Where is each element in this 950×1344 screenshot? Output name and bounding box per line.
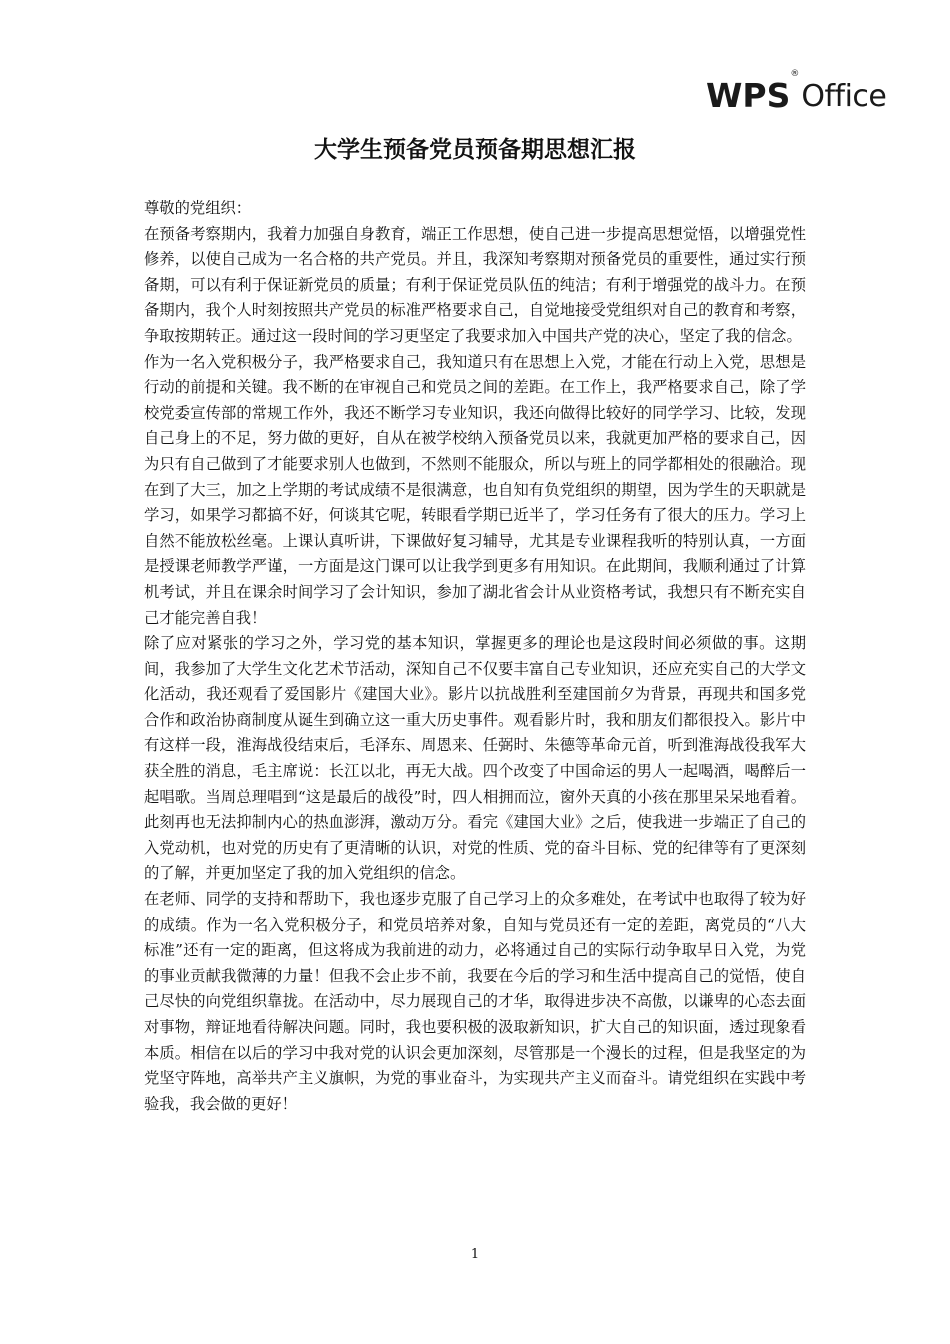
wps-office-logo bbox=[706, 68, 887, 115]
paragraph-3: 除了应对紧张的学习之外，学习党的基本知识，掌握更多的理论也是这段时间必须做的事。这期间，我参加了大学生文化艺术节活动，深知自己不仅要丰富自己专业知识，还应充实自己的大学文化活动，我还观看了爱国影片《建国大业》。影片以抗战胜利至建国前夕为背景，再现共和国多党合作和政治协商制度从诞生到确立这一重大历史事件。观看影片时，我和朋友们都很投入。影片中有这样一段，淮海战役结束后，毛泽东、周恩来、任弼时、朱德等革命元首，听到淮海战役我军大获全胜的消息，毛主席说：长江以北，再无大战。四个改变了中国命运的男人一起喝酒，喝醉后一起唱歌。当周总理唱到“这是最后的战役”时，四人相拥而泣，窗外天真的小孩在那里呆呆地看着。此刻再也无法抑制内心的热血澎湃，激动万分。看完《建国大业》之后，使我进一步端正了自己的入党动机，也对党的历史有了更清晰的认识，对党的性质、党的奋斗目标、党的纪律等有了更深刻的了解，并更加坚定了我的加入党组织的信念。 bbox=[144, 634, 806, 883]
page-number: 1 bbox=[470, 1247, 480, 1262]
logo-office-text: Office bbox=[801, 79, 887, 114]
paragraph-1: 在预备考察期内，我着力加强自身教育，端正工作思想，使自己进一步提高思想觉悟，以增强党性修养，以使自己成为一名合格的共产党员。并且，我深知考察期对预备党员的重要性，通过实行预备期，可以有利于保证新党员的质量；有利于保证党员队伍的纯洁；有利于增强党的战斗力。在预备期内，我个人时刻按照共产党员的标准严格要求自己，自觉地接受党组织对自己的教育和考察，争取按期转正。通过这一段时间的学习更坚定了我要求加入中国共产党的决心，坚定了我的信念。 bbox=[144, 224, 806, 345]
logo-wps-text: WPS bbox=[706, 76, 791, 115]
paragraph-4: 在老师、同学的支持和帮助下，我也逐步克服了自己学习上的众多难处，在考试中也取得了较为好的成绩。作为一名入党积极分子，和党员培养对象，自知与党员还有一定的差距，离党员的“八大标准”还有一定的距离，但这将成为我前进的动力，必将通过自己的实际行动争取早日入党，为党的事业贡献我微薄的力量！但我不会止步不前，我要在今后的学习和生活中提高自己的觉悟，使自己尽快的向党组织靠拢。在活动中，尽力展现自己的才华，取得进步决不高傲，以谦卑的心态去面对事物，辩证地看待解决问题。同时，我也要积极的汲取新知识，扩大自己的知识面，透过现象看本质。相信在以后的学习中我对党的认识会更加深刻，尽管那是一个漫长的过程，但是我坚定的为党坚守阵地，高举共产主义旗帜，为党的事业奋斗，为实现共产主义而奋斗。请党组织在实践中考验我，我会做的更好！ bbox=[144, 890, 806, 1113]
paragraph-2: 作为一名入党积极分子，我严格要求自己，我知道只有在思想上入党，才能在行动上入党，思想是行动的前提和关键。我不断的在审视自己和党员之间的差距。在工作上，我严格要求自己，除了学校党委宣传部的常规工作外，我还不断学习专业知识，我还向做得比较好的同学学习、比较，发现自己身上的不足，努力做的更好，自从在被学校纳入预备党员以来，我就更加严格的要求自己，因为只有自己做到了才能要求别人也做到，不然则不能服众，所以与班上的同学都相处的很融洽。现在到了大三，加之上学期的考试成绩不是很满意，也自知有负党组织的期望，因为学生的天职就是学习，如果学习都搞不好，何谈其它呢，转眼看学期已近半了，学习任务有了很大的压力。学习上自然不能放松丝毫。上课认真听讲，下课做好复习辅导，尤其是专业课程我听的特别认真，一方面是授课老师教学严谨，一方面是这门课可以让我学到更多有用知识。在此期间，我顺利通过了计算机考试，并且在课余时间学习了会计知识，参加了湖北省会计从业资格考试，我想只有不断充实自己才能完善自我！ bbox=[144, 352, 806, 627]
document-title: 大学生预备党员预备期思想汇报 bbox=[314, 137, 636, 163]
document-body bbox=[144, 196, 806, 1117]
logo-registered-mark: ® bbox=[790, 69, 800, 79]
salutation: 尊敬的党组织： bbox=[144, 199, 252, 217]
